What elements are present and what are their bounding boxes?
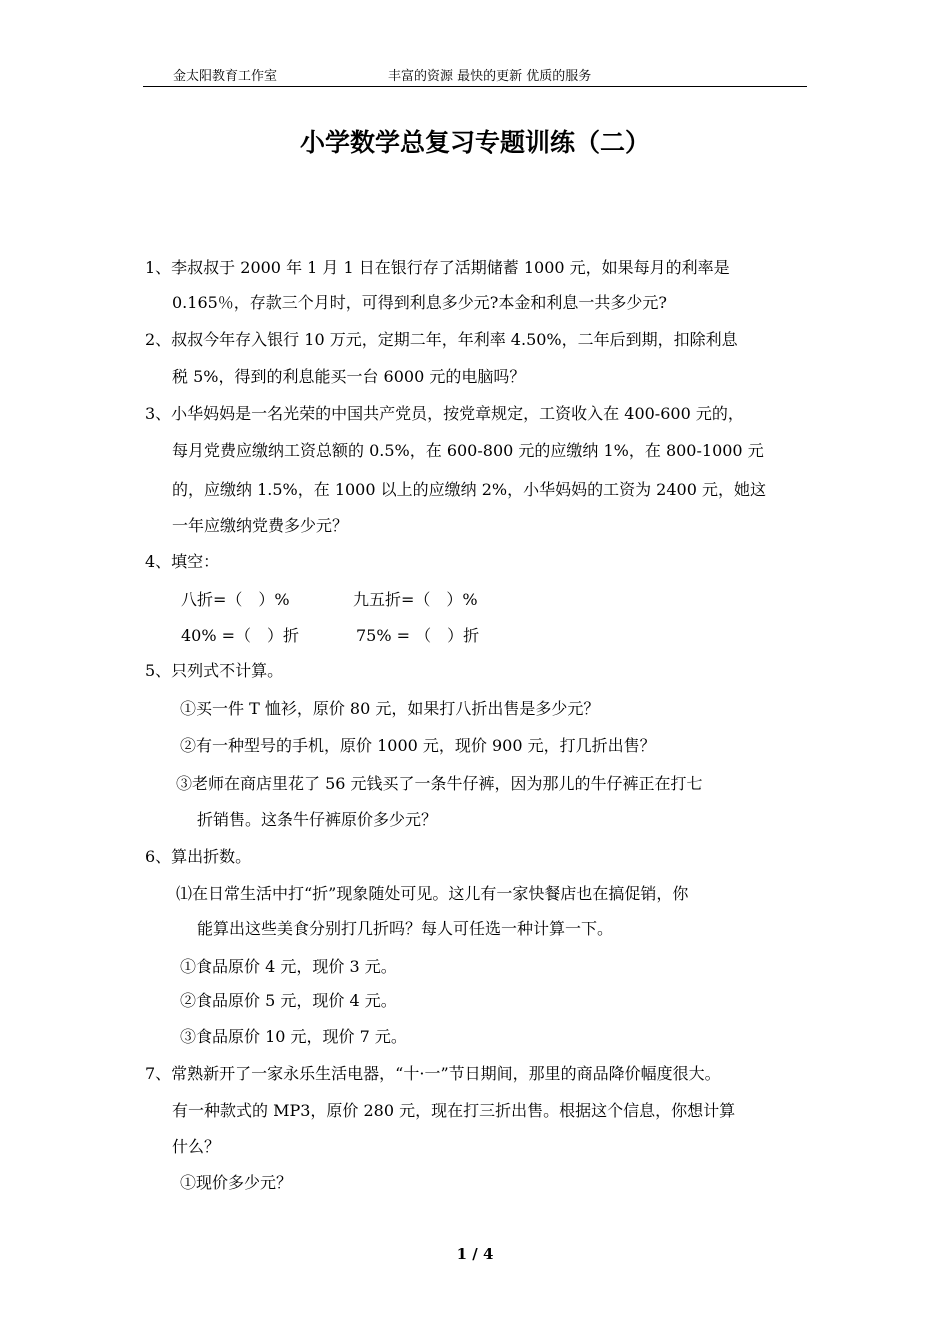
page-number: 1 / 4 <box>456 1245 494 1263</box>
question-5-item-3-line-2: 折销售。这条牛仔裤原价多少元？ <box>197 810 438 829</box>
question-3-line-1: 3、小华妈妈是一名光荣的中国共产党员，按党章规定，工资收入在 400-600 元的， <box>145 404 744 423</box>
question-2-line-1: 2、叔叔今年存入银行 10 万元，定期二年，年利率 4.50%，二年后到期，扣除利息 <box>145 330 738 349</box>
question-6-heading: 6、算出折数。 <box>145 847 252 866</box>
question-5-item-1: ①买一件 T 恤衫，原价 80 元，如果打八折出售是多少元？ <box>180 699 600 718</box>
question-3-line-3: 的，应缴纳 1.5%，在 1000 以上的应缴纳 2%，小华妈妈的工资为 2400 元，她这 <box>172 480 766 499</box>
fill-blank-1: 八折=（ ）% <box>181 590 290 609</box>
fill-blank-2: 九五折=（ ）% <box>353 590 478 609</box>
question-4-heading: 4、填空： <box>145 552 220 571</box>
question-7-line-2: 有一种款式的 MP3，原价 280 元，现在打三折出售。根据这个信息，你想计算 <box>172 1101 736 1120</box>
question-1-line-2: 0.165％，存款三个月时，可得到利息多少元?本金和利息一共多少元? <box>172 293 667 312</box>
question-6-part-1-line-2: 能算出这些美食分别打几折吗？每人可任选一种计算一下。 <box>197 919 614 938</box>
question-6-item-2: ②食品原价 5 元，现价 4 元。 <box>180 991 397 1010</box>
question-7-line-3: 什么？ <box>172 1137 221 1156</box>
question-1-line-1: 1、李叔叔于 2000 年 1 月 1 日在银行存了活期储蓄 1000 元，如果每月的利率是 <box>145 258 730 277</box>
fill-blank-4: 75% = （ ）折 <box>356 626 480 645</box>
question-7-line-1: 7、常熟新开了一家永乐生活电器，“十·一”节日期间，那里的商品降价幅度很大。 <box>145 1064 721 1083</box>
question-3-line-2: 每月党费应缴纳工资总额的 0.5%，在 600-800 元的应缴纳 1%，在 800-1000 元 <box>172 441 764 460</box>
question-2-line-2: 税 5%，得到的利息能买一台 6000 元的电脑吗？ <box>172 367 526 386</box>
question-5-item-3-line-1: ③老师在商店里花了 56 元钱买了一条牛仔裤，因为那儿的牛仔裤正在打七 <box>176 774 703 793</box>
question-6-item-3: ③食品原价 10 元，现价 7 元。 <box>180 1027 407 1046</box>
fill-blank-3: 40% =（ ）折 <box>181 626 300 645</box>
header-slogan: 丰富的资源 最快的更新 优质的服务 <box>388 69 592 84</box>
header-studio-name: 金太阳教育工作室 <box>173 69 278 84</box>
page-header <box>143 68 807 87</box>
question-6-item-1: ①食品原价 4 元，现价 3 元。 <box>180 957 397 976</box>
question-5-heading: 5、只列式不计算。 <box>145 661 284 680</box>
question-5-item-2: ②有一种型号的手机，原价 1000 元，现价 900 元，打几折出售？ <box>180 736 656 755</box>
question-3-line-4: 一年应缴纳党费多少元？ <box>172 516 349 535</box>
page-title: 小学数学总复习专题训练（二） <box>299 128 650 157</box>
question-6-part-1-line-1: ⑴在日常生活中打“折”现象随处可见。这儿有一家快餐店也在搞促销，你 <box>176 884 689 903</box>
question-7-item-1: ①现价多少元？ <box>180 1173 293 1192</box>
